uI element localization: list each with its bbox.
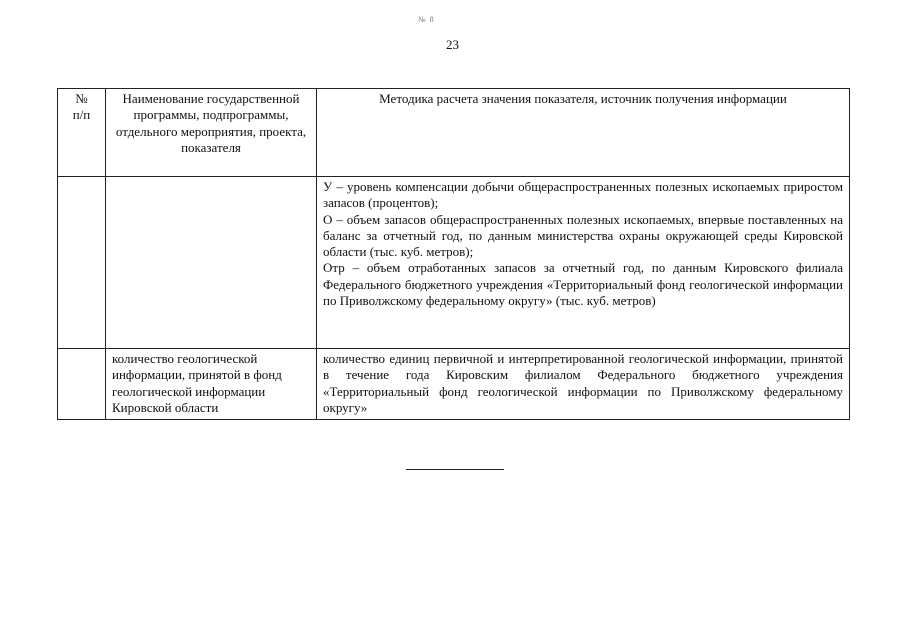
header-method-label: Методика расчета значения показателя, источник получения информации	[379, 91, 787, 106]
row-method-cell	[317, 177, 850, 349]
header-name	[106, 89, 317, 177]
method-paragraph: У – уровень компенсации добычи общераспространенных полезных ископаемых приростом запасов (процентов);	[323, 179, 843, 211]
indicator-table	[57, 88, 850, 420]
header-number	[58, 89, 106, 177]
header-number-label: № п/п	[72, 91, 91, 123]
footer-rule	[406, 469, 504, 470]
row-name-cell	[106, 349, 317, 420]
header-method	[317, 89, 850, 177]
header-name-label: Наименование государственной программы, подпрограммы, отдельного мероприятия, проекта, показателя	[115, 91, 307, 155]
method-paragraph: Отр – объем отработанных запасов за отчетный год, по данным Кировского филиала Федерального бюджетного учреждения «Территориальный фонд геологической информации по Приволжскому федеральному округу» (тыс. куб. метров)	[323, 260, 843, 309]
method-paragraph: количество единиц первичной и интерпретированной геологической информации, принятой в течение года Кировским филиалом Федерального бюджетного учреждения «Территориальный фонд геологической информации по Приволжскому федеральному округу»	[323, 351, 843, 415]
row-number-cell	[58, 177, 106, 349]
row-name: количество геологической информации, принятой в фонд геологической информации Кировской области	[112, 351, 282, 415]
row-method-cell	[317, 349, 850, 420]
table-row	[58, 177, 850, 349]
scan-mark: № 8	[418, 15, 435, 24]
method-paragraph: О – объем запасов общераспространенных полезных ископаемых, впервые поставленных на баланс за отчетный год, по данным министерства охраны окружающей среды Кировской области (тыс. куб. метров);	[323, 211, 843, 260]
page-number: 23	[446, 37, 459, 52]
table-row	[58, 349, 850, 420]
table-header-row	[58, 89, 850, 177]
row-name-cell	[106, 177, 317, 349]
row-number-cell	[58, 349, 106, 420]
